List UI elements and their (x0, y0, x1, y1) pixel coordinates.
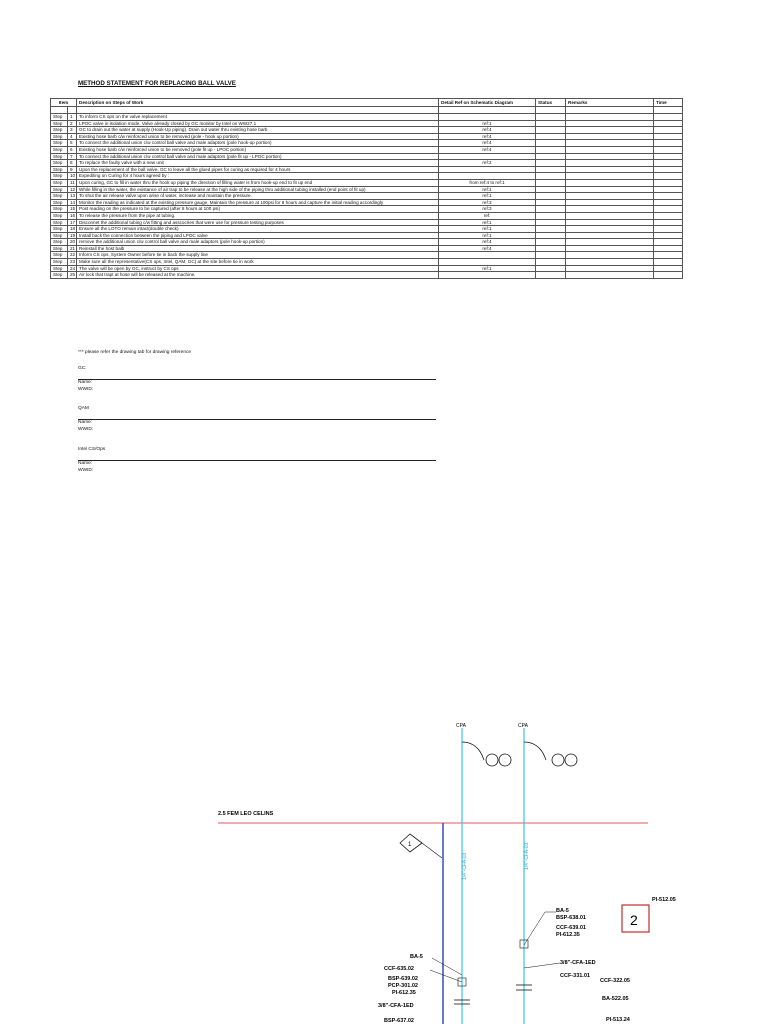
step-label: Step (51, 173, 68, 180)
step-detail-ref: ref:1 (439, 232, 536, 239)
step-number: 19 (68, 232, 77, 239)
tag-label: BSP-639.02 (388, 976, 418, 982)
header-time: Time (654, 99, 683, 107)
step-description: GC to drain out the water at supply (Hook-Up piping). Drain out water thru existing hose barb (77, 127, 439, 134)
step-detail-ref: ref:1 (439, 186, 536, 193)
step-description: Post reading on the pressure to be captured (after 8 hours at 100 psi) (77, 206, 439, 213)
tag-label: PI-513.24 (606, 1017, 630, 1023)
step-label: Step (51, 153, 68, 160)
ceiling-label: 2.5 FEM LEO CELINS (218, 811, 274, 817)
step-number: 22 (68, 252, 77, 259)
step-label: Step (51, 199, 68, 206)
step-detail-ref: ref:3 (439, 199, 536, 206)
step-detail-ref: ref:1 (439, 219, 536, 226)
tag-label: CCF-639.01 (556, 925, 586, 931)
step-label: Step (51, 259, 68, 266)
step-label: Step (51, 186, 68, 193)
step-description: Monitor the reading as indicated at the existing pressure gauge, Maintain the pressure at 100psi for 8 hours and capture the initial reading accordingly (77, 199, 439, 206)
valve-symbol (552, 754, 564, 766)
step-label: Step (51, 239, 68, 246)
step-label: Step (51, 146, 68, 153)
header-detail-ref: Detail Ref on Schematic Diagram (439, 99, 536, 107)
step-description: To connect the additional union c/w control ball valve and male adaptors (pole fit up - LPOC portion) (77, 153, 439, 160)
step-label: Step (51, 140, 68, 147)
step-label: Step (51, 160, 68, 167)
step-detail-ref: ref: (439, 212, 536, 219)
header-remarks: Remarks (566, 99, 654, 107)
step-number: 6 (68, 146, 77, 153)
left-tag-group (378, 954, 423, 1024)
step-detail-ref: ref:4 (439, 239, 536, 246)
step-description: Upon the replacement of the ball valve. GC to leave all the glued pipes for curing as required for 4 hours (77, 166, 439, 173)
step-label: Step (51, 226, 68, 233)
step-description: Existing hose barb c/w reinforced union to be removed (pole fit up - LPOC portion) (77, 146, 439, 153)
step-detail-ref: ref:4 (439, 127, 536, 134)
name-label: Name: (78, 419, 93, 425)
step-number: 11 (68, 179, 77, 186)
step-detail-ref: ref:1 (439, 120, 536, 127)
step-detail-ref: from ref:4 to ref:1 (439, 179, 536, 186)
step-number: 12 (68, 186, 77, 193)
step-label: Step (51, 232, 68, 239)
signoff-party: GC: (78, 366, 87, 371)
step-label: Step (51, 272, 68, 279)
name-label: Name: (78, 460, 93, 466)
pipe-vertical-label-left: 1/4"-CFA-03 (462, 852, 468, 880)
step-description: Existing hose barb c/w reinforced union to be removed (pole - hook up portion) (77, 133, 439, 140)
drawing-reference-note: *** please refer the drawing tab for drawing reference (78, 350, 192, 355)
step-description: Reinstall the host balb (77, 245, 439, 252)
step-number: 13 (68, 193, 77, 200)
step-description: To release the pressure from the pipe at tubing. (77, 212, 439, 219)
step-number: 23 (68, 259, 77, 266)
step-description: Inform CS ops, System Owner before tie in back the supply line (77, 252, 439, 259)
name-label: Name: (78, 379, 93, 385)
step-number: 5 (68, 140, 77, 147)
wwid-label: WWID: (78, 467, 94, 473)
step-detail-ref: ref:4 (439, 140, 536, 147)
step-description: While filling in the water, the existance of air trap to be release at the high side of the piping thru additional tubing installed (end point of fit up) (77, 186, 439, 193)
tag-label: PI-512.05 (652, 897, 676, 903)
step-description: Ensure all the LOTO remain intact(double check) (77, 226, 439, 233)
pipe-vertical-label-right: 1/4"-CFA-03 (524, 842, 530, 870)
step-detail-ref: ref:2 (439, 160, 536, 167)
step-description: To replace the faulty valve with a new unit (77, 160, 439, 167)
tag-label: PI-612.35 (392, 990, 416, 996)
step-description: To shut the air release valve upon arise of water, increase and maintain the pressure. (77, 193, 439, 200)
step-detail-ref: ref:4 (439, 146, 536, 153)
step-detail-ref: ref:1 (439, 193, 536, 200)
step-label: Step (51, 212, 68, 219)
step-description: Expediting on Curing for 4 hours agreed by : (77, 173, 439, 180)
step-label: Step (51, 166, 68, 173)
step-description: Install back the connection between the piping and LPOC valve (77, 232, 439, 239)
tag-label: BA-5 (556, 908, 569, 914)
header-item: Item (51, 99, 77, 107)
pipe-top-label-left: CPA (456, 723, 466, 729)
valve-symbol (486, 754, 498, 766)
step-detail-ref: ref:1 (439, 265, 536, 272)
valve-symbol (499, 754, 511, 766)
step-number: 7 (68, 153, 77, 160)
wwid-label: WWID: (78, 426, 94, 432)
tag-label: BA-522.05 (602, 996, 629, 1002)
step-number: 16 (68, 212, 77, 219)
step-number: 25 (68, 272, 77, 279)
step-description: Upon curing, GC to fill in water thru the hook up piping the direction of filling water is from hook-up end to fit up end (77, 179, 439, 186)
step-number: 4 (68, 133, 77, 140)
step-number: 24 (68, 265, 77, 272)
step-label: Step (51, 133, 68, 140)
step-number: 15 (68, 206, 77, 213)
right-tag-group (556, 897, 676, 1023)
step-label: Step (51, 120, 68, 127)
step-label: Step (51, 193, 68, 200)
pipe-top-label-right: CPA (518, 723, 528, 729)
step-number: 8 (68, 160, 77, 167)
signoff-party: Intel CS/Ops (78, 447, 106, 452)
tag-label: CCF-322.05 (600, 978, 630, 984)
step-label: Step (51, 206, 68, 213)
step-label: Step (51, 114, 68, 121)
step-detail-ref: ref:4 (439, 133, 536, 140)
step-label: Step (51, 219, 68, 226)
header-status: Status (536, 99, 566, 107)
signoff-party: QAM (78, 406, 89, 411)
step-number: 17 (68, 219, 77, 226)
step-description: Air lock that trapt at hose will be released at the machine. (77, 272, 439, 279)
step-detail-ref: ref:1 (439, 226, 536, 233)
step-description: To connect the additional union c/w control ball valve and male adaptors (pole hook-up portion) (77, 140, 439, 147)
wwid-label: WWID: (78, 386, 94, 392)
tag-label: PCP-301.02 (388, 983, 418, 989)
step-label: Step (51, 265, 68, 272)
tag-label: BSP-638.01 (556, 915, 586, 921)
step-label: Step (51, 179, 68, 186)
header-description: Description on Steps of Work (77, 99, 439, 107)
step-number: 1 (68, 114, 77, 121)
tag-label: 3/8"-CFA-1ED (560, 960, 596, 966)
step-number: 21 (68, 245, 77, 252)
step-number: 2 (68, 120, 77, 127)
step-description: LPOC valve in isolation mode. Valve already closed by GC monitor by Intel on WW27.1 (77, 120, 439, 127)
step-number: 18 (68, 226, 77, 233)
step-description: Disconnet the additional tubing c/w fitting and asscocries that were use for pressure testing purposes (77, 219, 439, 226)
step-label: Step (51, 127, 68, 134)
step-number: 9 (68, 166, 77, 173)
tag-label: BA-5 (410, 954, 423, 960)
tag-label: PI-612.35 (556, 932, 580, 938)
step-number: 20 (68, 239, 77, 246)
step-number: 14 (68, 199, 77, 206)
tag-label: BSP-637.02 (384, 1018, 414, 1024)
step-detail-ref: ref:4 (439, 245, 536, 252)
valve-symbol (565, 754, 577, 766)
document-title: METHOD STATEMENT FOR REPLACING BALL VALVE (78, 80, 236, 87)
callout-bubble: 1 (408, 842, 412, 848)
step-description: Make sure all the representative(CS ops, Intel, QAM, GC) at the site before tie in work (77, 259, 439, 266)
tag-label: 3/8"-CFA-1ED (378, 1003, 414, 1009)
tag-label: CCF-635.02 (384, 966, 414, 972)
step-description: To inform CS ops on the valve replacement (77, 114, 439, 121)
tag-label: CCF-331.01 (560, 973, 590, 979)
step-number: 10 (68, 173, 77, 180)
step-label: Step (51, 252, 68, 259)
step-number: 3 (68, 127, 77, 134)
reference-number: 2 (630, 912, 638, 928)
step-description: remove the additional union c/w control ball valve and male adaptors (pole hook-up portion) (77, 239, 439, 246)
step-label: Step (51, 245, 68, 252)
step-detail-ref: ref:3 (439, 206, 536, 213)
step-description: The valve will be open by GC, instruct by CS ops (77, 265, 439, 272)
